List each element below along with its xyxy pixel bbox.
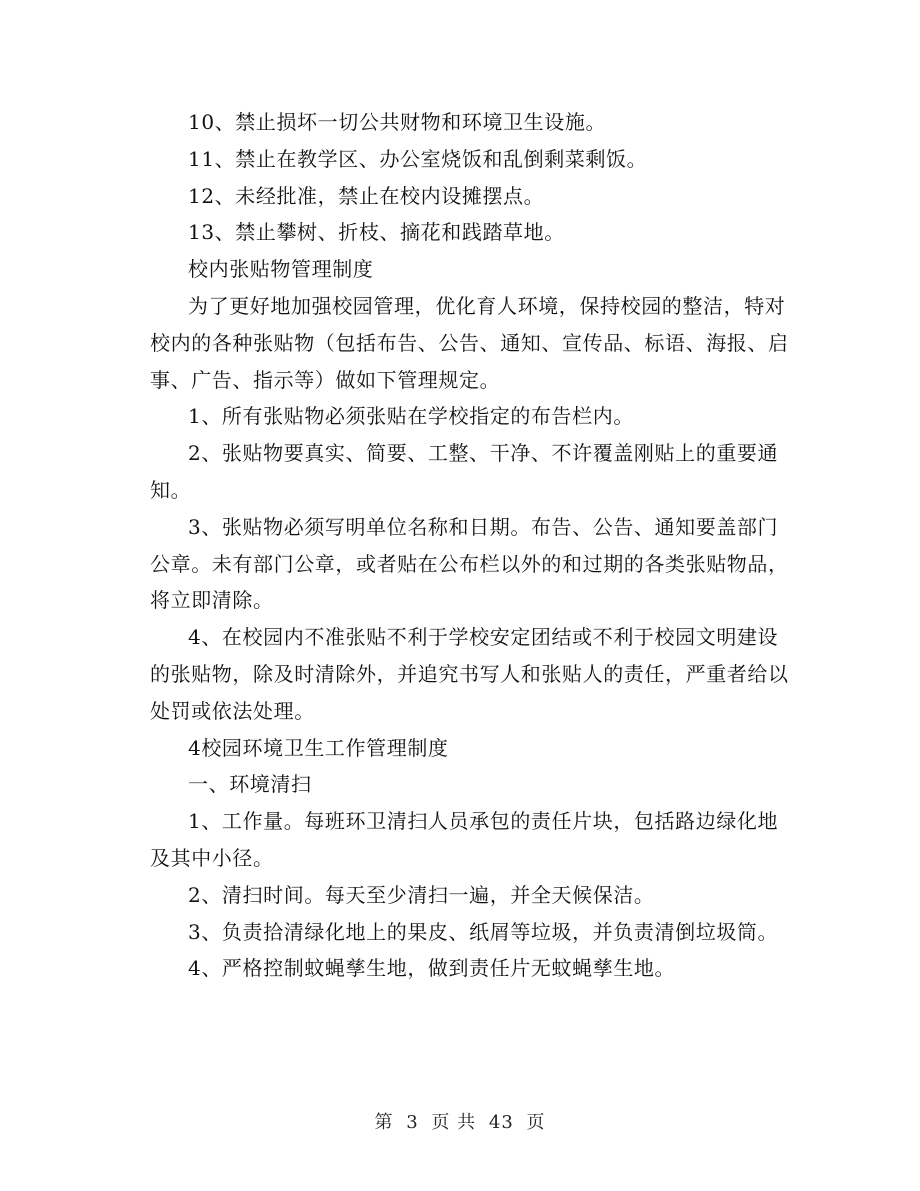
section-heading: 4校园环境卫生工作管理制度 (188, 735, 449, 760)
footer-middle: 页 共 (431, 1112, 477, 1133)
paragraph: 2、张贴物要真实、简要、工整、干净、不许覆盖刚贴上的重要通知。 (150, 441, 779, 502)
paragraph: 13、禁止攀树、折枝、摘花和践踏草地。 (188, 220, 565, 245)
paragraph: 4、在校园内不准张贴不利于学校安定团结或不利于校园文明建设的张贴物，除及时清除外，并追究书写人和张贴人的责任，严重者给以处罚或依法处理。 (150, 625, 789, 723)
footer-prefix: 第 (374, 1112, 394, 1133)
paragraph: 10、禁止损坏一切公共财物和环境卫生设施。 (188, 110, 607, 134)
page-total: 43 (488, 1112, 514, 1133)
paragraph: 1、工作量。每班环卫清扫人员承包的责任片块，包括路边绿化地及其中小径。 (150, 809, 779, 870)
document-body (150, 104, 790, 987)
paragraph: 12、未经批准，禁止在校内设摊摆点。 (188, 183, 545, 208)
page-footer (0, 1108, 920, 1134)
paragraph: 3、张贴物必须写明单位名称和日期。布告、公告、通知要盖部门公章。未有部门公章，或者贴在公布栏以外的和过期的各类张贴物品，将立即清除。 (150, 514, 789, 613)
paragraph: 2、清扫时间。每天至少清扫一遍，并全天候保洁。 (188, 882, 655, 907)
paragraph: 4、严格控制蚊蝇孳生地，做到责任片无蚊蝇孳生地。 (188, 956, 676, 981)
subsection-heading: 一、环境清扫 (188, 772, 312, 797)
paragraph: 3、负责拾清绿化地上的果皮、纸屑等垃圾，并负责清倒垃圾筒。 (188, 919, 779, 944)
section-heading: 校内张贴物管理制度 (188, 257, 374, 282)
page-number: 3 (406, 1112, 419, 1133)
footer-suffix: 页 (526, 1112, 546, 1133)
paragraph: 11、禁止在教学区、办公室烧饭和乱倒剩菜剩饭。 (188, 146, 648, 171)
paragraph: 1、所有张贴物必须张贴在学校指定的布告栏内。 (188, 404, 634, 429)
paragraph: 为了更好地加强校园管理，优化育人环境，保持校园的整洁，特对校内的各种张贴物（包括布告、公告、通知、宣传品、标语、海报、启事、广告、指示等）做如下管理规定。 (150, 293, 789, 392)
